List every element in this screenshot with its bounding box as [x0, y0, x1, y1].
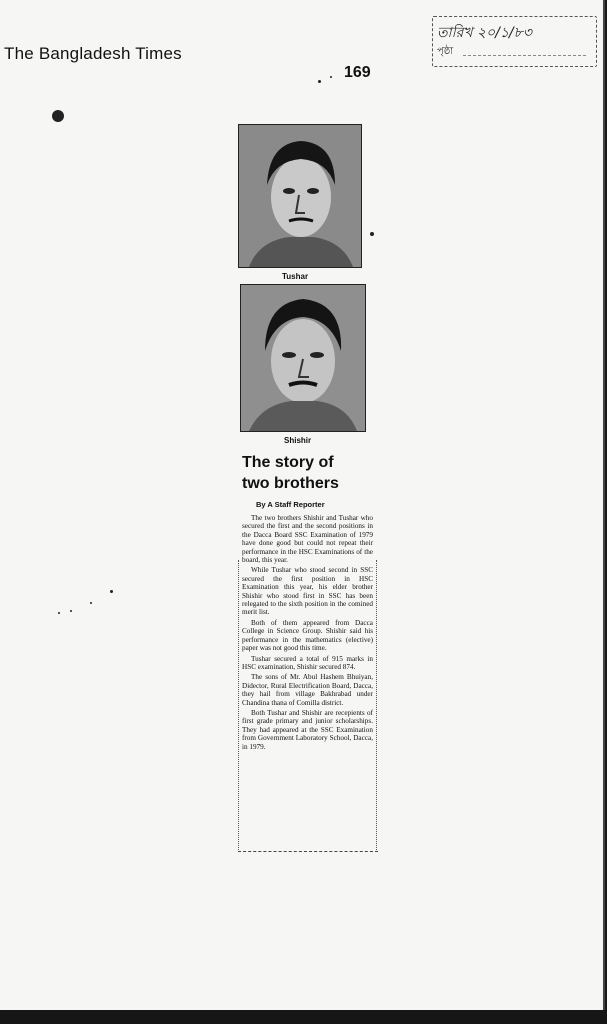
article-byline: By A Staff Reporter — [256, 500, 325, 509]
portrait-image — [241, 285, 365, 431]
article-body — [242, 514, 373, 753]
article-paragraph: While Tushar who stood second in SSC secured the first position in HSC Examination this year, his elder brother Shishir who stood first in SSC has been relegated to the sixth position in the comined merit list. — [242, 566, 373, 617]
clipping-bottom-edge — [238, 851, 378, 852]
headline-line: two brothers — [242, 475, 339, 492]
photo-shishir — [240, 284, 366, 432]
article-paragraph: The sons of Mr. Abul Hashem Bhuiyan, Didector, Rural Electrification Board, Dacca, they hail from village Bakhrabad under Chandina thana of Comilla district. — [242, 673, 373, 707]
speck — [70, 610, 72, 612]
speck — [58, 612, 60, 614]
photo-tushar — [238, 124, 362, 268]
article-paragraph: Both Tushar and Shishir are recepients of first grade primary and junior scholarships. They had appeared at the SSC Examination from Government Laboratory School, Dacca, in 1979. — [242, 708, 373, 751]
speck — [330, 76, 332, 78]
speck — [318, 80, 321, 83]
page-number: 169 — [344, 64, 371, 81]
stamp-date: তারিখ ২০/১/৮৩ — [437, 25, 532, 41]
article-paragraph: The two brothers Shishir and Tushar who secured the first and the second positions in the Dacca Board SSC Examination of 1979 have done good but could not repeat their performance in the HSC Examinations of the board, this year. — [242, 514, 373, 565]
speck — [110, 590, 113, 593]
newspaper-name: The Bangladesh Times — [4, 44, 182, 63]
portrait-image — [239, 125, 361, 267]
ink-blot — [52, 110, 64, 122]
column-rule — [238, 560, 240, 850]
article-paragraph: Both of them appeared from Dacca College in Science Group. Shishir said his performance in the mathematics (elective) paper was not good this time. — [242, 618, 373, 653]
speck — [90, 602, 92, 604]
headline-line: The story of — [242, 454, 334, 471]
stamp-page-label: পৃষ্ঠা — [437, 46, 454, 57]
column-rule — [376, 560, 378, 850]
article-paragraph: Tushar secured a total of 915 marks in HSC examination, Shishir secured 874. — [242, 654, 373, 671]
photo-caption: Shishir — [284, 436, 312, 445]
newspaper-clipping — [238, 120, 378, 852]
scan-bottom-border — [0, 1010, 607, 1024]
article-headline — [242, 452, 372, 494]
photo-caption: Tushar — [282, 272, 309, 281]
stamp-dashed-line — [463, 55, 586, 56]
archive-stamp — [432, 16, 597, 67]
